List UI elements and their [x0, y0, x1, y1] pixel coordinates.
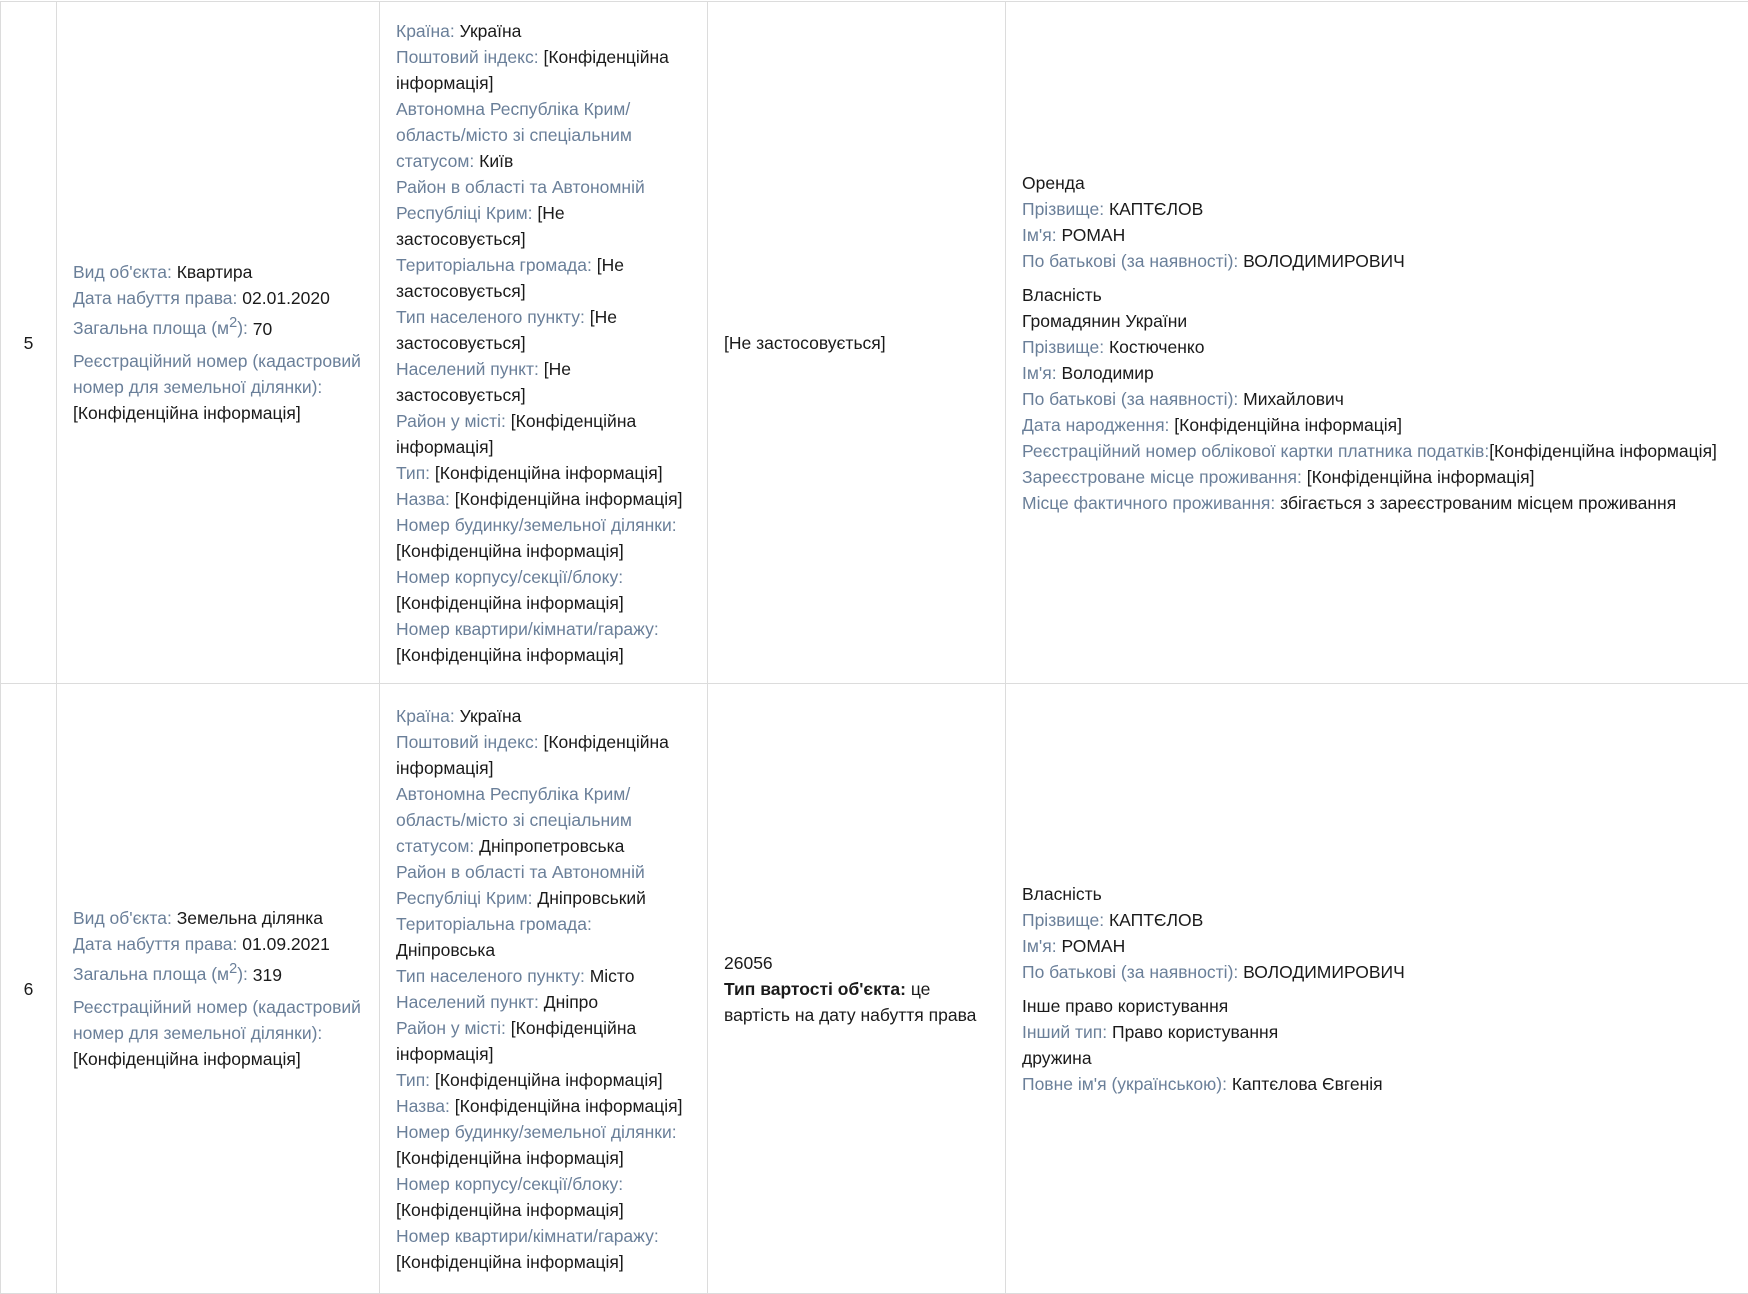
house-number-value: [Конфіденційна інформація] — [396, 541, 624, 561]
settlement-label: Населений пункт: — [396, 992, 539, 1012]
full-name-label: Повне ім'я (українською): — [1022, 1074, 1227, 1094]
cost-cell — [708, 2, 1006, 684]
object-type-value: Квартира — [177, 262, 253, 282]
community-label: Територіальна громада: — [396, 255, 592, 275]
right-type: Власність — [1022, 282, 1732, 308]
surname-label: Прізвище: — [1022, 910, 1104, 930]
building-number-label: Номер корпусу/секції/блоку: — [396, 567, 623, 587]
actual-residence-label: Місце фактичного проживання: — [1022, 493, 1275, 513]
cost-type-label: Тип вартості об'єкта: — [724, 979, 906, 999]
region-label: Автономна Республіка Крим/ область/місто зі спеціальним статусом: — [396, 99, 632, 171]
object-type-value: Земельна ділянка — [177, 908, 323, 928]
table-row — [1, 2, 1748, 684]
country-value: Україна — [460, 706, 522, 726]
object-type-label: Вид об'єкта: — [73, 262, 172, 282]
patronymic-value: Михайлович — [1243, 389, 1344, 409]
object-info-cell — [57, 2, 380, 684]
country-label: Країна: — [396, 21, 455, 41]
settlement-type-label: Тип населеного пункту: — [396, 307, 585, 327]
street-name-value: [Конфіденційна інформація] — [455, 489, 683, 509]
house-number-label: Номер будинку/земельної ділянки: — [396, 1122, 677, 1142]
region-value: Київ — [479, 151, 513, 171]
settlement-type-label: Тип населеного пункту: — [396, 966, 585, 986]
building-number-value: [Конфіденційна інформація] — [396, 593, 624, 613]
patronymic-label: По батькові (за наявності): — [1022, 251, 1238, 271]
surname-value: Костюченко — [1109, 337, 1205, 357]
apartment-number-label: Номер квартири/кімнати/гаражу: — [396, 1226, 659, 1246]
settlement-type-value: Місто — [590, 966, 635, 986]
settlement-type-value: [Не застосовується] — [396, 307, 617, 353]
cost-value: 26056 — [724, 950, 989, 976]
patronymic-value: ВОЛОДИМИРОВИЧ — [1243, 962, 1405, 982]
community-value: Дніпровська — [396, 940, 495, 960]
right-block — [1022, 993, 1732, 1097]
city-district-label: Район у місті: — [396, 411, 506, 431]
patronymic-value: ВОЛОДИМИРОВИЧ — [1243, 251, 1405, 271]
acquisition-date-label: Дата набуття права: — [73, 288, 237, 308]
name-value: Володимир — [1061, 363, 1153, 383]
house-number-value: [Конфіденційна інформація] — [396, 1148, 624, 1168]
tax-number-label: Реєстраційний номер облікової картки платника податків: — [1022, 441, 1489, 461]
settlement-value: Дніпро — [544, 992, 598, 1012]
total-area-label: Загальна площа $(м^2)$: — [73, 964, 248, 984]
building-number-value: [Конфіденційна інформація] — [396, 1200, 624, 1220]
birth-date-value: [Конфіденційна інформація] — [1174, 415, 1402, 435]
city-district-value: [Конфіденційна інформація] — [396, 1018, 636, 1064]
community-value: [Не застосовується] — [396, 255, 624, 301]
settlement-label: Населений пункт: — [396, 359, 539, 379]
cost-type-value: це вартість на дату набуття права — [724, 979, 976, 1025]
apartment-number-value: [Конфіденційна інформація] — [396, 1252, 624, 1272]
citizenship: Громадянин України — [1022, 308, 1732, 334]
registration-number-value: [Конфіденційна інформація] — [73, 403, 301, 423]
total-area-value: 319 — [253, 964, 282, 984]
house-number-label: Номер будинку/земельної ділянки: — [396, 515, 677, 535]
street-type-label: Тип: — [396, 463, 430, 483]
registered-residence-label: Зареєстроване місце проживання: — [1022, 467, 1302, 487]
region-value: Дніпропетровська — [479, 836, 624, 856]
actual-residence-value: збігається з зареєстрованим місцем проживання — [1280, 493, 1676, 513]
community-label: Територіальна громада: — [396, 914, 592, 934]
registration-number-label: Реєстраційний номер (кадастровий номер для земельної ділянки): — [73, 351, 361, 397]
acquisition-date-label: Дата набуття права: — [73, 934, 237, 954]
postal-code-label: Поштовий індекс: — [396, 47, 539, 67]
rights-cell — [1006, 2, 1748, 684]
district-value: [Не застосовується] — [396, 203, 565, 249]
tax-number-value: [Конфіденційна інформація] — [1489, 441, 1717, 461]
relation: дружина — [1022, 1045, 1732, 1071]
address-cell — [380, 684, 708, 1294]
country-label: Країна: — [396, 706, 455, 726]
street-name-label: Назва: — [396, 1096, 450, 1116]
name-value: РОМАН — [1061, 225, 1125, 245]
declaration-table — [0, 1, 1748, 1294]
surname-label: Прізвище: — [1022, 337, 1104, 357]
apartment-number-value: [Конфіденційна інформація] — [396, 645, 624, 665]
building-number-label: Номер корпусу/секції/блоку: — [396, 1174, 623, 1194]
birth-date-label: Дата народження: — [1022, 415, 1169, 435]
region-label: Автономна Республіка Крим/ область/місто зі спеціальним статусом: — [396, 784, 632, 856]
right-block — [1022, 170, 1732, 274]
row-number-cell — [1, 684, 57, 1294]
city-district-value: [Конфіденційна інформація] — [396, 411, 636, 457]
table-row — [1, 684, 1748, 1294]
apartment-number-label: Номер квартири/кімнати/гаражу: — [396, 619, 659, 639]
city-district-label: Район у місті: — [396, 1018, 506, 1038]
name-value: РОМАН — [1061, 936, 1125, 956]
row-number: 6 — [24, 979, 34, 999]
right-block — [1022, 282, 1732, 516]
total-area-value: 70 — [253, 318, 272, 338]
registered-residence-value: [Конфіденційна інформація] — [1307, 467, 1535, 487]
street-type-label: Тип: — [396, 1070, 430, 1090]
row-number: 5 — [24, 333, 34, 353]
name-label: Ім'я: — [1022, 936, 1057, 956]
postal-code-value: [Конфіденційна інформація] — [396, 47, 669, 93]
surname-value: КАПТЄЛОВ — [1109, 910, 1203, 930]
object-type-label: Вид об'єкта: — [73, 908, 172, 928]
country-value: Україна — [460, 21, 522, 41]
surname-value: КАПТЄЛОВ — [1109, 199, 1203, 219]
right-type: Оренда — [1022, 170, 1732, 196]
object-info-cell — [57, 684, 380, 1294]
street-type-value: [Конфіденційна інформація] — [435, 1070, 663, 1090]
row-number-cell — [1, 2, 57, 684]
registration-number-value: [Конфіденційна інформація] — [73, 1049, 301, 1069]
right-type: Власність — [1022, 881, 1732, 907]
cost-value: [Не застосовується] — [724, 330, 989, 356]
district-label: Район в області та Автономній Республіці Крим: — [396, 862, 645, 908]
address-cell — [380, 2, 708, 684]
street-type-value: [Конфіденційна інформація] — [435, 463, 663, 483]
name-label: Ім'я: — [1022, 363, 1057, 383]
patronymic-label: По батькові (за наявності): — [1022, 389, 1238, 409]
other-type-value: Право користування — [1112, 1022, 1278, 1042]
postal-code-label: Поштовий індекс: — [396, 732, 539, 752]
right-block — [1022, 881, 1732, 985]
registration-number-label: Реєстраційний номер (кадастровий номер для земельної ділянки): — [73, 997, 361, 1043]
acquisition-date-value: 02.01.2020 — [242, 288, 330, 308]
rights-cell — [1006, 684, 1748, 1294]
other-type-label: Інший тип: — [1022, 1022, 1107, 1042]
right-type: Інше право користування — [1022, 993, 1732, 1019]
settlement-value: [Не застосовується] — [396, 359, 571, 405]
acquisition-date-value: 01.09.2021 — [242, 934, 330, 954]
district-label: Район в області та Автономній Республіці Крим: — [396, 177, 645, 223]
postal-code-value: [Конфіденційна інформація] — [396, 732, 669, 778]
patronymic-label: По батькові (за наявності): — [1022, 962, 1238, 982]
name-label: Ім'я: — [1022, 225, 1057, 245]
total-area-label: Загальна площа $(м^2)$: — [73, 318, 248, 338]
surname-label: Прізвище: — [1022, 199, 1104, 219]
cost-cell — [708, 684, 1006, 1294]
district-value: Дніпровський — [537, 888, 646, 908]
street-name-label: Назва: — [396, 489, 450, 509]
full-name-value: Каптєлова Євгенія — [1232, 1074, 1383, 1094]
street-name-value: [Конфіденційна інформація] — [455, 1096, 683, 1116]
